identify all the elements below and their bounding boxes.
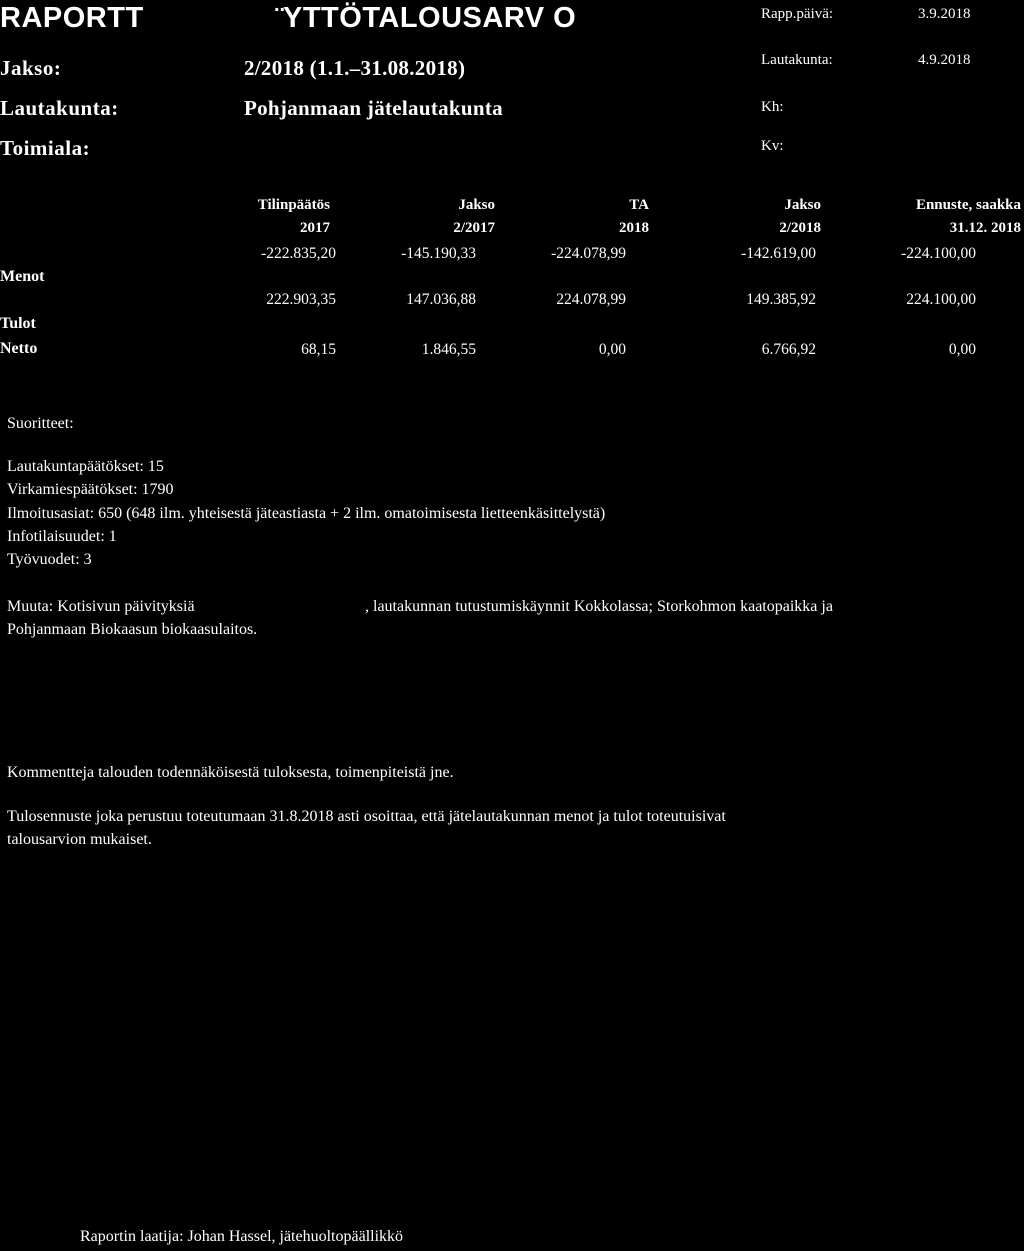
suoritteet-item-ilmoitusasiat: Ilmoitusasiat: 650 (648 ilm. yhteisestä jäteastiasta + 2 ilm. omatoimisesta lietteenkäsittelystä) (7, 505, 606, 522)
lautakunta-value: Pohjanmaan jätelautakunta (244, 96, 503, 120)
cell-tulot-col3: 224.078,99 (556, 291, 626, 308)
meta-rapp-value: 3.9.2018 (918, 6, 971, 22)
col-header-2-line1: Jakso (458, 197, 495, 213)
cell-netto-col4: 6.766,92 (761, 341, 816, 358)
col-header-2-line2: 2/2017 (453, 220, 495, 236)
cell-netto-col3: 0,00 (598, 341, 626, 358)
col-header-1-line1: Tilinpäätös (257, 197, 330, 213)
col-header-1-line2: 2017 (300, 220, 330, 236)
col-header-4-line1: Jakso (784, 197, 821, 213)
meta-rapp-label: Rapp.päivä: (761, 6, 834, 22)
meta-lautakunta-label: Lautakunta: (761, 52, 833, 68)
cell-menot-col5: -224.100,00 (901, 245, 976, 262)
suoritteet-item-lautakuntapaatokset: Lautakuntapäätökset: 15 (7, 458, 164, 475)
col-header-5-line1: Ennuste, saakka (915, 197, 1021, 213)
row-label-menot: Menot (0, 268, 45, 285)
cell-menot-col4: -142.619,00 (741, 245, 816, 262)
cell-tulot-col1: 222.903,35 (266, 291, 336, 308)
muuta-text-part1: Muuta: Kotisivun päivityksiä (7, 598, 195, 615)
muuta-text-line2: Pohjanmaan Biokaasun biokaasulaitos. (7, 621, 258, 638)
comments-text-line1: Tulosennuste joka perustuu toteutumaan 31.8.2018 asti osoittaa, että jätelautakunnan menot ja tulot toteutuisivat (7, 808, 726, 825)
toimiala-label: Toimiala: (0, 136, 91, 160)
cell-tulot-col4: 149.385,92 (746, 291, 816, 308)
title-dots: .. (274, 0, 286, 16)
cell-menot-col1: -222.835,20 (261, 245, 336, 262)
col-header-4-line2: 2/2018 (779, 220, 821, 236)
report-author: Raportin laatija: Johan Hassel, jätehuoltopäällikkö (80, 1228, 404, 1245)
col-header-3-line1: TA (629, 197, 649, 213)
comments-text-line2: talousarvion mukaiset. (7, 831, 152, 848)
report-title-right: YTTÖTALOUSARV O (283, 2, 577, 34)
jakso-value: 2/2018 (1.1.–31.08.2018) (244, 56, 466, 80)
cell-tulot-col2: 147.036,88 (406, 291, 476, 308)
cell-netto-col2: 1.846,55 (421, 341, 476, 358)
cell-menot-col2: -145.190,33 (401, 245, 476, 262)
col-header-5-line2: 31.12. 2018 (949, 220, 1021, 236)
row-label-tulot: Tulot (0, 315, 36, 332)
col-header-3-line2: 2018 (619, 220, 649, 236)
report-title-left: RAPORTT (0, 2, 144, 34)
suoritteet-item-tyovuodet: Työvuodet: 3 (7, 551, 92, 568)
jakso-label: Jakso: (0, 56, 62, 80)
meta-kh-label: Kh: (761, 99, 784, 115)
meta-lautakunta-value: 4.9.2018 (918, 52, 971, 68)
cell-menot-col3: -224.078,99 (551, 245, 626, 262)
meta-kv-label: Kv: (761, 138, 784, 154)
suoritteet-item-infotilaisuudet: Infotilaisuudet: 1 (7, 528, 117, 545)
muuta-text-part2: , lautakunnan tutustumiskäynnit Kokkolassa; Storkohmon kaatopaikka ja (365, 598, 833, 615)
row-label-netto: Netto (0, 340, 38, 357)
suoritteet-item-virkamiespaatokset: Virkamiespäätökset: 1790 (7, 481, 174, 498)
comments-heading: Kommentteja talouden todennäköisestä tuloksesta, toimenpiteistä jne. (7, 764, 454, 781)
cell-netto-col5: 0,00 (948, 341, 976, 358)
lautakunta-label: Lautakunta: (0, 96, 119, 120)
suoritteet-heading: Suoritteet: (7, 415, 74, 432)
cell-netto-col1: 68,15 (301, 341, 336, 358)
cell-tulot-col5: 224.100,00 (906, 291, 976, 308)
